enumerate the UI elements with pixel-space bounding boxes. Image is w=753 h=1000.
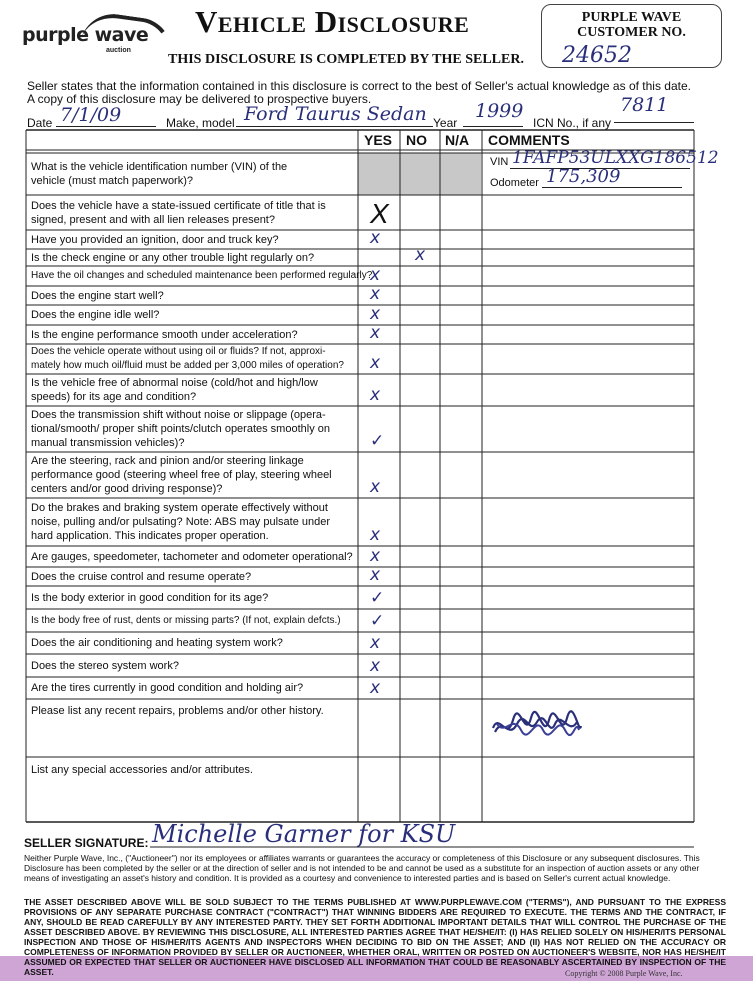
vin-label: VIN <box>490 156 509 168</box>
yes-checkbox-mark[interactable]: x <box>370 656 381 676</box>
seller-signature-label: SELLER SIGNATURE: <box>24 836 149 850</box>
customer-number-box <box>541 4 722 68</box>
question-text: Have you provided an ignition, door and truck key? <box>31 233 279 246</box>
date-field[interactable]: 7/1/09 <box>60 104 122 126</box>
year-label: Year <box>433 116 458 130</box>
yes-checkbox-mark[interactable]: x <box>370 304 381 324</box>
question-text: performance good (steering wheel free of play, steering wheel <box>31 469 332 481</box>
yes-checkbox-mark[interactable]: x <box>370 565 381 585</box>
question-text: Does the vehicle have a state-issued certificate of title that is <box>31 199 326 212</box>
icn-field[interactable]: 7811 <box>620 94 669 116</box>
purple-wave-logo <box>22 14 162 60</box>
question-text: speeds) for its age and condition? <box>31 391 197 403</box>
statement-line-1: Seller states that the information contained in this disclosure is correct to the best of Seller's actual knowledge as of this date. <box>27 79 691 93</box>
question-text: Are the steering, rack and pinion and/or steering linkage <box>31 455 304 467</box>
question-text: Does the air conditioning and heating system work? <box>31 637 283 649</box>
year-underline <box>463 126 523 127</box>
no-checkbox-mark[interactable]: x <box>415 245 426 265</box>
make-field[interactable]: Ford Taurus Sedan <box>244 103 427 125</box>
terms-paragraph: THE ASSET DESCRIBED ABOVE WILL BE SOLD SUBJECT TO THE TERMS PUBLISHED AT WWW.PURPLEWAVE.COM ("TERMS"), AND PURSUANT TO THE EXPRESS PROVISIONS OF ANY SEPARATE PURCHASE CONTRACT ("CONTRACT") THAT WINNING BIDDERS ARE REQUIRED TO EXECUTE. THE TERMS AND THE CONTRACT, IF ANY, SHOULD BE READ CAREFULLY BY ANY INTERESTED PARTY. THEY SET FORTH ADDITIONAL IMPORTANT DETAILS THAT WILL CONTROL THE PURCHASE OF THE ASSET DESCRIBED ABOVE. BY REVIEWING THIS DISCLOSURE, ALL INTERESTED PARTIES AGREE THAT HE/SHE/IT: (I) HAS RELIED SOLELY ON HIS/HER/ITS PERSONAL INSPECTION AND THOSE OF HIS/HER/ITS AGENTS AND INSPECTORS WHEN DECIDING TO BID ON THE ASSET; AND (II) HAS NOT RELIED ON THE ACCURACY OR COMPLETENESS OF INFORMATION PROVIDED BY SELLER OR AUCTIONEER, WHETHER ORAL, WRITTEN OR POSTED ON AUCTIONEER'S WEBSITE, NOR HAS HE/SHE/IT ASSUMED OR EXPECTED THAT SELLER OR AUCTIONEER HAVE DISCLOSED ALL INFORMATION THAT COULD BE REASONABLY ASCERTAINED BY INSPECTION OF THE ASSET. <box>24 897 726 977</box>
yes-checkbox-mark[interactable]: x <box>370 385 381 405</box>
yes-checkbox-mark[interactable]: x <box>370 353 381 373</box>
question-text: Is the body free of rust, dents or missing parts? (If not, explain defcts.) <box>31 614 341 626</box>
question-text: Have the oil changes and scheduled maintenance been performed regularly? <box>31 270 373 281</box>
yes-checkbox-mark[interactable]: X <box>370 198 389 229</box>
odometer-underline <box>542 187 682 188</box>
yes-checkbox-mark[interactable]: x <box>370 265 381 285</box>
question-text: Does the vehicle operate without using oil or fluids? If not, approxi- <box>31 346 326 357</box>
question-text: Is the body exterior in good condition for its age? <box>31 591 269 604</box>
odometer-field[interactable]: 175,309 <box>546 166 621 187</box>
yes-checkbox-mark[interactable]: x <box>370 525 381 545</box>
yes-checkbox-mark[interactable]: x <box>370 477 381 497</box>
question-text: tional/smooth/ proper shift points/clutch operates smoothly on <box>31 423 330 435</box>
repairs-prompt: Please list any recent repairs, problems and/or other history. <box>31 705 324 717</box>
customer-box-line2: CUSTOMER NO. <box>577 25 686 40</box>
icn-label: ICN No., if any <box>533 116 612 130</box>
question-text: Does the cruise control and resume operate? <box>31 570 252 583</box>
column-header-comments: COMMENTS <box>488 132 570 148</box>
make-label: Make, model <box>166 116 235 130</box>
question-text: Does the stereo system work? <box>31 659 179 672</box>
yes-checkbox-mark[interactable]: ✓ <box>370 611 385 631</box>
vin-field[interactable]: 1FAFP53ULXXG186512 <box>512 148 719 168</box>
odometer-label: Odometer <box>490 177 539 189</box>
year-field[interactable]: 1999 <box>475 100 524 122</box>
question-text: Does the transmission shift without noise or slippage (opera- <box>31 409 326 421</box>
accessories-prompt: List any special accessories and/or attributes. <box>31 764 253 776</box>
logo-sub: auction <box>106 47 131 54</box>
question-text: Do the brakes and braking system operate effectively without <box>31 502 328 514</box>
question-text: hard application. This indicates proper operation. <box>31 530 269 542</box>
customer-number-value[interactable]: 24652 <box>562 43 632 68</box>
question-text: What is the vehicle identification number (VIN) of the <box>31 161 288 173</box>
yes-checkbox-mark[interactable]: x <box>370 228 381 248</box>
question-text: signed, present and with all lien releases present? <box>31 213 275 226</box>
copyright-notice: Copyright © 2008 Purple Wave, Inc. <box>565 969 683 978</box>
question-text: noise, pulling and/or pulsating? Note: ABS may pulsate under <box>31 516 331 528</box>
question-text: Is the vehicle free of abnormal noise (cold/hot and high/low <box>31 377 318 389</box>
column-header-no: NO <box>406 132 427 148</box>
customer-box-line1: PURPLE WAVE <box>581 10 682 25</box>
statement-line-2: A copy of this disclosure may be delivered to prospective buyers. <box>27 92 372 106</box>
question-text: Is the engine performance smooth under acceleration? <box>31 328 298 341</box>
yes-checkbox-mark[interactable]: ✓ <box>370 431 385 451</box>
yes-checkbox-mark[interactable]: x <box>370 323 381 343</box>
question-text: Does the engine idle well? <box>31 309 160 321</box>
yes-checkbox-mark[interactable]: x <box>370 633 381 653</box>
icn-underline <box>614 122 694 123</box>
document-subtitle: THIS DISCLOSURE IS COMPLETED BY THE SELLER. <box>168 52 524 67</box>
yes-checkbox-mark[interactable]: x <box>370 284 381 304</box>
question-text: centers and/or good driving response)? <box>31 483 223 495</box>
date-underline <box>56 126 156 127</box>
question-text: mately how much oil/fluid must be added per 3,000 miles of operation? <box>31 360 344 371</box>
question-text: Is the check engine or any other trouble light regularly on? <box>31 251 315 264</box>
yes-checkbox-mark[interactable]: ✓ <box>370 588 385 608</box>
column-header-yes: YES <box>364 132 393 148</box>
question-text: manual transmission vehicles)? <box>31 437 185 449</box>
question-text: Does the engine start well? <box>31 289 164 302</box>
column-header-na: N/A <box>445 132 470 148</box>
question-text: Are gauges, speedometer, tachometer and odometer operational? <box>31 550 353 563</box>
date-label: Date <box>27 116 53 130</box>
scribbled-out-comment <box>489 706 585 744</box>
make-underline <box>236 126 433 127</box>
yes-checkbox-mark[interactable]: x <box>370 678 381 698</box>
question-text: Are the tires currently in good condition and holding air? <box>31 682 304 694</box>
seller-signature[interactable]: Michelle Garner for KSU <box>152 820 456 848</box>
question-text: vehicle (must match paperwork)? <box>31 175 194 187</box>
disclaimer-paragraph: Neither Purple Wave, Inc., ("Auctioneer") nor its employees or affiliates warrants or guarantees the accuracy or completeness of this Disclosure or any subsequent disclosures. This Disclosure has been completed by the seller or at the direction of seller and is not intended to be and cannot be used as a substitute for an inspection of auction assets or any other means of investigating an asset's history and condition. It is provided as a courtesy and convenience to interested parties and is based on Seller's current actual knowledge. <box>24 853 700 883</box>
logo-name: purple wave <box>22 24 149 46</box>
yes-checkbox-mark[interactable]: x <box>370 546 381 566</box>
document-title: Vehicle Disclosure <box>195 4 470 39</box>
vin-shaded-cells <box>358 153 481 195</box>
